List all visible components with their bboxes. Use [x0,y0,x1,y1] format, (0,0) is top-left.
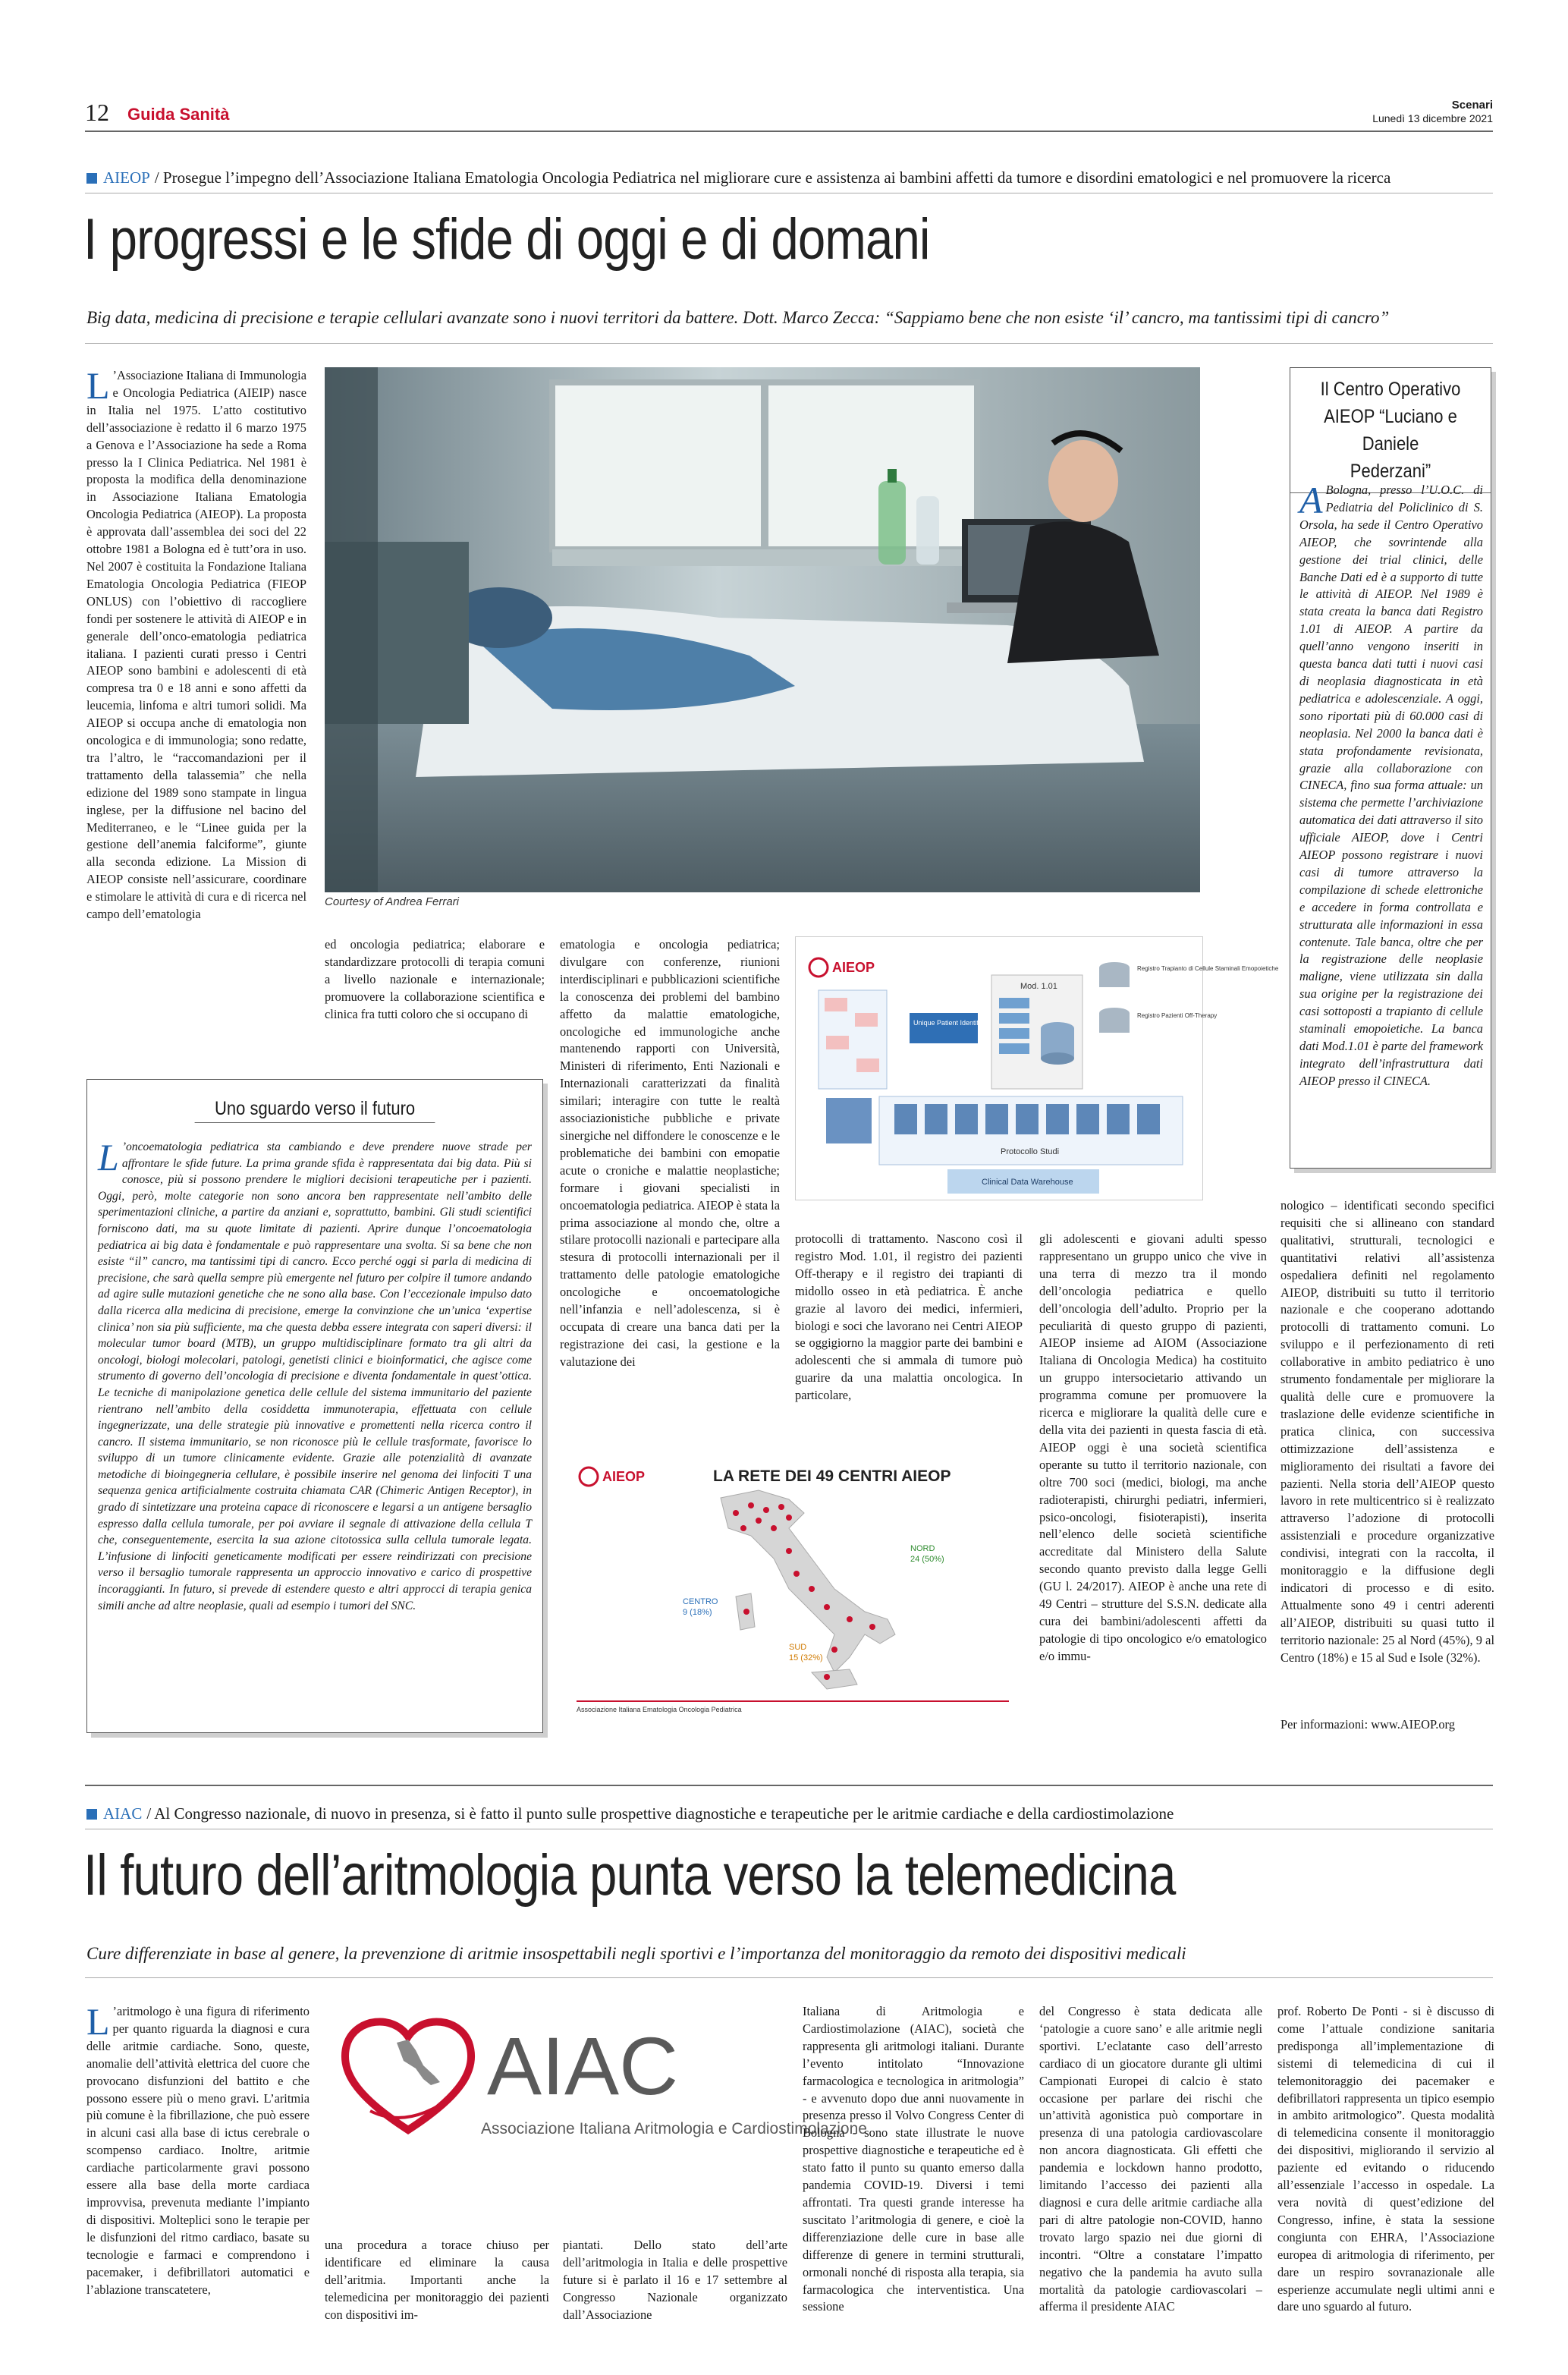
kicker-square-icon [86,173,97,184]
issue-date: Lunedì 13 dicembre 2021 [1372,112,1493,124]
diagram1-label-protocolli: Protocollo Studi [1001,1147,1060,1156]
article1-subhead: Big data, medicina di precisione e terapie cellulari avanzate sono i nuovi territori da battere. Dott. Marco Zecca: “Sappiamo bene che non esiste ‘il’ cancro, ma tantissimi tipi di cancro” [86,308,1390,327]
diagram2-logo: AIEOP [602,1469,646,1484]
article2-tag: AIAC [103,1804,143,1823]
article1-column-3: ematologia e oncologia pediatrica; divulgare con conferenze, riunioni interdisciplinari e pubblicazioni scientifiche la conoscenza dei problemi del bambino affetto da malattie ematologiche, oncologiche ed immunologiche anche mantenendo rapporti con Università, Ministeri di riferimento, Enti Nazionali e Internazionali caratterizzati da finalità similari; interagire con tutte le realtà associazionistiche pubbliche e private sinergiche nel diffondere le conoscenze e le problematiche dei bambini con emopatie acute o croniche e malattie neoplastiche; formare i giovani specialisti in oncoematologia pediatrica. AIEOP è stata la prima associazione al mondo che, oltre a stilare protocolli nazionali e partecipare alla stesura di protocolli internazionali per il trattamento delle patologie ematologiche oncologiche e oncoematologiche nell’infanzia e nell’adolescenza, si è occupata di creare una banca dati per la registrazione dei casi, la gestione e la valutazione dei [560,937,780,1369]
sidebar-futuro-text [98,1136,532,1726]
photo-caption: Courtesy of Andrea Ferrari [325,895,460,908]
diagram1-label-warehouse: Clinical Data Warehouse [982,1178,1073,1187]
diagram1-label-upi: Unique Patient Identifier [913,1019,987,1027]
article2-subhead: Cure differenziate in base al genere, la prevenzione di aritmie insospettabili negli sportivi e l’importanza del monitoraggio da remoto dei dispositivi medicali [86,1944,1186,1963]
article2-kicker [86,1804,1174,1823]
article2-column-6: prof. Roberto De Ponti - si è discusso di come l’attuale condizione sanitaria predisponga all’implementazione di sistemi di telemedicina di cui il telemonitoraggio dei pacemaker e defibrillatori rappresenta un tipico esempio in ambito aritmologico”. Questa modalità di telemedicina consente il monitoraggio dei dispositivi, migliorando il servizio al paziente ed evitando o riducendo all’essenziale l’accesso in ospedale. La vera novità di quest’edizione del Congresso, infine, è stata la sessione congiunta con EHRA, l’Associazione europea di aritmologia di riferimento, per dare un respiro sovranazionale alle esperienze accumulate negli ultimi anni e dare uno sguardo al futuro. [1277,2004,1494,2314]
aiac-logo-text: AIAC [487,2020,679,2112]
sidebar-futuro-body: ’oncoematologia pediatrica sta cambiando e deve prendere nuove strade per affrontare le sfide future. La prima grande sfida è rappresentata dai big data. Più si conosce, più si possono prendere le migliori decisioni terapeutiche per i pazienti. Oggi, però, molte categorie non sono ancora ben rappresentate nell’ambito delle sperimentazioni cliniche, a partire da anziani e, soprattutto, bambini. Gli studi scientifici forniscono dati, ma su quote limitate di pazienti. Aprire dunque l’oncoematologia pediatrica ai big data è fondamentale e può rappresentare una svolta. Si sa bene che non esiste “il” cancro, ma tantissimi tipi di cancro. Ecco perché oggi si parla di medicina di precisione, che sarà quella sempre più emergente nel futuro per colpire il tumore andando ad agire sulle mutazioni genetiche che ne sono alla base. Con l’eccezionale impulso dato dalla ricerca alla medicina di precisione, emerge la convinzione che un’unica ‘expertise clinica’ non sia più sufficiente, ma che questa debba essere integrata con saperi diversi: il molecular tumor board (MTB), un gruppo multidisciplinare formato tra gli altri da oncologi, biologi molecolari, patologi, genetisti clinici e bioinformatici, che agisce come strumento di governo dell’oncologia di precisione e diventa fondamentale in quest’ottica. Le tecniche di manipolazione genetica delle cellule del sistema immunitario del paziente rientrano nell’ambito della cosiddetta immunoterapia, effettuata con cellule ingegnerizzate, una delle strategie più innovative e promettenti nella ricerca contro il cancro. Il sistema immunitario, se non riconosce più le cellule trasformate, favorisce lo sviluppo di un tumore clinicamente evidente. Grazie alle potenzialità di avanzate metodiche di bioingegneria cellulare, è possibile inserire nel genoma dei linfociti T una sequenza genica artificialmente costruita chiamata CAR (Chimeric Antigen Receptor), in grado di sintetizzare una proteina capace di riconoscere e legarsi a un antigene bersaglio espresso dalla cellula tumorale, per poi avviare il segnale di attivazione della cellula T che, conseguentemente, esercita la sua azione citotossica sulla cellula tumorale legata. L’infusione di linfociti geneticamente modificati per essere reindirizzati con precisione verso il bersaglio tumorale rappresenta un approccio innovativo e carico di prospettive incoraggianti. In futuro, si prevede di estendere questo e altri approcci di terapia genica simili anche ad altre neoplasie, quali ad esempio i tumori del SNC. [98,1140,532,1612]
article1-column-6: nologico – identificati secondo specifici requisiti che si allineano con standard qualitativi, strutturali, tecnologici e quantitativi relativi all’assistenza ospedaliera definiti nel regolamento AIEOP, distribuiti su tutto il territorio nazionale e che cooperano adottando protocolli di trattamento comuni. Lo sviluppo e il perfezionamento di reti collaborative in ambito pediatrico è uno strumento fondamentale per migliorare la qualità delle cure e promuovere la traslazione delle evidenze scientifiche in pratica clinica, con successiva ottimizzazione dell’assistenza e miglioramento dei risultati a favore dei pazienti. Nella storia dell’AIEOP questo lavoro in rete multicentrico si è realizzato attraverso l’adozione di protocolli assistenziali e procedure organizzative condivisi, integrati con la raccolta, il monitoraggio e la diffusione degli indicatori di processo e di esito. Attualmente sono 49 i centri aderenti all’AIEOP, distribuiti su quasi tutto il territorio nazionale: 25 al Nord (45%), 9 al Centro (18%) e 15 al Sud e Isole (32%). [1280,1198,1494,1665]
article1-column-1 [86,364,306,1058]
diagram1-label-mod101: Mod. 1.01 [1020,982,1057,991]
page-number: 12 [85,99,109,126]
article1-headline: I progressi e le sfide di oggi e di domani [83,207,930,272]
diagram1-label-offtherapy: Registro Pazienti Off-Therapy [1137,1012,1218,1019]
sidebar-centro-header [1290,376,1491,493]
sidebar-centro-body: Bologna, presso l’U.O.C. di Pediatria del Policlinico di S. Orsola, ha sede il Centro Operativo AIEOP, che sovrintende alla gestione dei trial clinici, delle Banche Dati ed è a supporto di tutte le attività di AIEOP. Nel 1989 è stata creata la banca dati Registro 1.01 di AIEOP. A partire da quell’anno vengono inseriti in questa banca dati tutti i nuovi casi di neoplasia diagnosticata in età pediatrica e adolescenziale. A oggi, sono riportati più di 60.000 casi di neoplasia. Nel 2000 la banca dati è stata profondamente revisionata, grazie alla collaborazione con CINECA, fino sua forma attuale: un sistema che permette l’archiviazione automatica dei dati attraverso il sito ufficiale AIEOP, dove i Centri AIEOP possono registrare i nuovi casi di tumore attraverso la compilazione di schede elettroniche e accedere in forma controllata e strutturata alle informazioni in essa contenute. Tale banca, oltre che per la registrazione delle neoplasie maligne, viene utilizzata sin dalla sua origine per la registrazione dei casi sottoposti a trapianto di cellule staminali emopoietiche. La banca dati Mod.1.01 è parte del framework integrato dell’infrastruttura dati AIEOP presso il CINECA. [1299,483,1483,1088]
sidebar-futuro-header [87,1095,542,1123]
article1-column-2: ed oncologia pediatrica; elaborare e standardizzare protocolli di terapia comuni a livello nazionale e internazionale; promuovere la collaborazione scientifica e clinica fra tutti coloro che si occupano di [325,937,545,1021]
aiac-logo [325,1997,867,2149]
article2-drop-cap: L [86,2000,110,2043]
diagram1-label-trapianti: Registro Trapianto di Cellule Staminali Emopoietiche [1137,965,1279,972]
diagram2-nord: NORD [910,1544,935,1553]
article2-col1-text: ’aritmologo è una figura di riferimento per quanto riguarda la diagnosi e cura delle aritmie cardiache. Sono, queste, anomalie dell’attività elettrica del cuore che provocano disfunzioni del battito e che possono essere più o meno gravi. L’aritmia più comune è la fibrillazione, che può essere in alcuni casi alla base di ictus cerebrale o scompenso cardiaco. Inoltre, aritmie cardiache particolarmente gravi possono essere alla base della morte cardiaca improvvisa, prevenuta mediante l’impianto di dispositivi. Molteplici sono le terapie per le disfunzioni del ritmo cardiaco, basate su tecnologie e farmaci e comprendono i pacemaker, i defibrillatori automatici e l’ablazione transcatetere, [86,2004,310,2297]
centers-map-chart [561,1445,1024,1718]
sidebar-centro-operativo [1290,367,1491,1169]
article2-kicker-text: / Al Congresso nazionale, di nuovo in presenza, si è fatto il punto sulle prospettive diagnostiche e terapeutiche per le aritmie cardiache e della cardiostimolazione [146,1804,1174,1823]
data-architecture-chart [796,937,1279,1200]
article1-kicker-text: / Prosegue l’impegno dell’Associazione Italiana Ematologia Oncologia Pediatrica nel migliorare cure e assistenza ai bambini affetti da tumore e disordini ematologici e nel promuovere la ricerca [154,168,1391,187]
article2-column-4: Italiana di Aritmologia e Cardiostimolazione (AIAC), società che rappresenta gli aritmologi italiani. Durante l’evento intitolato “Innovazione farmacologica e tecnologica in aritmologia” - e avvenuto dopo due anni nuovamente in presenza presso il Volvo Congress Center di Bologna - sono state illustrate le nuove prospettive diagnostiche e terapeutiche ed è stato fatto il punto su quanto emerso dalla pandemia COVID-19. Diversi i temi affrontati. Tra questi grande interesse ha suscitato l’aritmologia di genere, e cioè la differenziazione delle cure in base alle differenze di genere in termini strutturali, ormonali nonché di risposta alla terapia, sia farmacologica che interventistica. Una sessione [803,2004,1024,2314]
sidebar-futuro-title: Uno sguardo verso il futuro [195,1095,435,1123]
diagram2-footer: Associazione Italiana Ematologia Oncologia Pediatrica [577,1706,742,1713]
aieop-network-map [561,1445,1024,1718]
diagram2-centro: CENTRO [683,1597,718,1606]
sidebar-futuro-drop-cap: L [98,1136,119,1178]
aiac-logo-subtitle: Associazione Italiana Aritmologia e Cardiostimolazione [481,2120,867,2138]
sidebar-centro-title-3: Pederzani” [1350,461,1431,482]
sidebar-centro-title-1: Il Centro Operativo [1320,379,1461,400]
article1-col1-text: ’Associazione Italiana di Immunologia e Oncologia Pediatrica (AIEIP) nasce in Italia nel 1975. L’atto costitutivo dell’associazione è redatto il 6 marzo 1975 a Genova e l’Associazione ha sede a Roma presso la I Clinica Pediatrica. Nel 1981 è proposta la modifica della denominazione in Associazione Italiana Ematologia Oncologia Pediatrica (AIEOP). La proposta è approvata dall’assemblea dei soci del 22 ottobre 1981 a Bologna ed è tutt’ora in uso. Nel 2007 è costituita la Fondazione Italiana Ematologia Oncologia Pediatrica (FIEOP ONLUS) con l’obiettivo di raccogliere fondi per sostenere le attività di AIEOP e in generale dell’onco-ematologia pediatrica italiana. I pazienti curati presso i Centri AIEOP sono bambini e adolescenti di età compresa tra 0 e 18 anni e sono affetti da leucemia, linfoma e altri tumori solidi. Ma AIEOP si occupa anche di ematologia non oncologica e di immunologia; sono redatte, tra l’altro, le “raccomandazioni per il trattamento della talassemia” che nella edizione del 1989 sono stampate in lingua inglese, per la diffusione nel bacino del Mediterraneo, e le “Linee guida per la gestione dell’anemia falciforme”, giunte alla seconda edizione. La Mission di AIEOP consiste nell’assicurare, coordinare e stimolare le attività di cura e di ricerca nel campo dell’ematologia [86,368,306,922]
sidebar-centro-drop-cap: A [1299,479,1323,521]
article2-column-1 [86,2000,310,2307]
article2-column-5: del Congresso è stata dedicata alle ‘patologie a cuore sano’ e alle aritmie negli sportivi. L’eclatante caso dell’arresto cardiaco di un giocatore durante gli ultimi Campionati Europei di calcio è stato occasione per parlare dei rischi che un’attività agonistica può comportare in presenza di una patologia cardiovascolare non ancora diagnosticata. Gli effetti che pandemia e lockdown hanno prodotto, limitando l’accesso dei pazienti alla diagnosi e cura delle aritmie cardiache alla pari di altre patologie non-COVID, hanno trovato largo spazio nei due giorni di incontri. “Oltre a constatare l’impatto negativo che la pandemia ha avuto sulla mortalità da patologie cardiovascolari – afferma il presidente AIAC [1039,2004,1262,2314]
diagram2-sud-value: 15 (32%) [789,1653,823,1662]
sidebar-centro-text [1299,479,1483,1165]
hospital-photo [325,367,1200,892]
header-rule [85,131,1493,132]
diagram2-title: LA RETE DEI 49 CENTRI AIEOP [713,1467,951,1485]
article1-tag: AIEOP [103,168,150,187]
sidebar-centro-title-2: AIEOP “Luciano e Daniele [1324,406,1457,455]
diagram1-logo: AIEOP [832,960,875,975]
aiac-heart-logo [325,1997,867,2149]
article2-subhead-rule [85,1977,1493,1978]
article1-column-4: protocolli di trattamento. Nascono così il registro Mod. 1.01, il registro dei pazienti Off-therapy e il registro dei trapianti di midollo osseo in età pediatrica. È anche grazie al lavoro dei medici, infermieri, biologi e soci che lavorano nei Centri AIEOP se oggigiorno la maggior parte dei bambini e adolescenti che si ammala di tumore può guarire da una malattia oncologica. In particolare, [795,1232,1023,1403]
article2-column-2: una procedura a torace chiuso per identificare ed eliminare la causa dell’aritmia. Importanti anche la telemedicina per monitoraggio dei pazienti con dispositivi im- [325,2238,549,2322]
article2-headline: Il futuro dell’aritmologia punta verso la telemedicina [83,1843,1176,1908]
aieop-data-diagram [795,936,1279,1200]
subhead-rule [85,343,1493,344]
kicker-square-icon-2 [86,1809,97,1820]
diagram2-nord-value: 24 (50%) [910,1555,944,1564]
diagram2-sud: SUD [789,1643,807,1652]
drop-cap: L [86,364,110,407]
diagram2-centro-value: 9 (18%) [683,1608,712,1617]
article1-kicker [86,168,1390,187]
photo-illustration [325,367,1200,892]
article1-column-5: gli adolescenti e giovani adulti spesso rappresentano un gruppo unico che vive in una terra di mezzo tra il mondo dell’oncologia pediatrica e quello dell’oncologia dell’adulto. Proprio per la peculiarità di questo gruppo di pazienti, AIEOP insieme ad AIOM (Associazione Italiana di Oncologia Medica) ha costituito un gruppo intersocietario attivando un programma comune per promuovere la ricerca e migliorare la qualità delle cure e della vita dei pazienti in questa fascia di età. AIEOP oggi è una società scientifica operante su tutto il territorio nazionale, con oltre 700 soci (medici, biologi, ma anche radioterapisti, chirurghi pediatri, infermieri, psico-oncologi, fisioterapisti), inserita nell’elenco delle società scientifiche accreditate dal Ministero della Salute secondo quanto previsto dalla legge Gelli (GU l. 24/2017). AIEOP è anche una rete di 49 Centri – strutture del S.S.N. dedicate alla cura dei bambini/adolescenti affetti da patologie di tipo oncologico e/o ematologico e/o immu- [1039,1232,1267,1663]
section-name: Guida Sanità [127,105,230,124]
article2-column-3: piantati. Dello stato dell’arte dell’aritmologia in Italia e delle prospettive future si è parlato il 16 e 17 settembre al Congresso Nazionale organizzato dall’Associazione [563,2238,787,2322]
article1-contact: Per informazioni: www.AIEOP.org [1280,1717,1455,1732]
newspaper-brand: Scenari [1451,99,1493,112]
article2-top-rule [85,1785,1493,1786]
sidebar-futuro [86,1079,543,1733]
